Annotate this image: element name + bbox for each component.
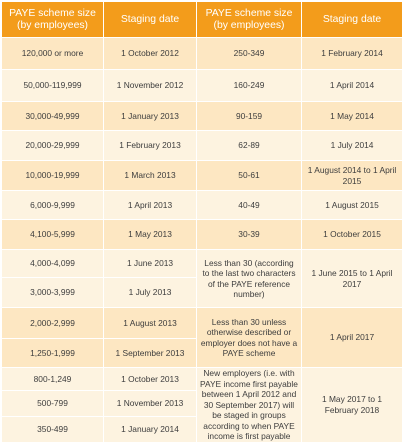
scheme-size-cell: 20,000-29,999 <box>2 131 104 161</box>
scheme-size-cell: 3,000-3,999 <box>2 278 104 308</box>
scheme-size-cell: 120,000 or more <box>2 38 104 70</box>
table-row <box>2 308 403 339</box>
table-row <box>2 70 403 102</box>
scheme-size-cell: 30,000-49,999 <box>2 102 104 131</box>
table-row <box>2 161 403 191</box>
scheme-size-cell: 40-49 <box>197 191 302 220</box>
scheme-size-cell: 350-499 <box>2 416 104 442</box>
scheme-size-merged-cell <box>197 250 302 308</box>
staging-date-cell: 1 May 2013 <box>104 220 197 250</box>
header-row <box>2 2 403 38</box>
scheme-size-cell: 6,000-9,999 <box>2 191 104 220</box>
staging-date-cell: 1 January 2013 <box>104 102 197 131</box>
staging-date-cell: 1 August 2014 to 1 April 2015 <box>302 161 403 191</box>
scheme-size-cell: 160-249 <box>197 70 302 102</box>
staging-date-cell: 1 November 2013 <box>104 391 197 417</box>
header-scheme-size-a: PAYE scheme size (by employees) <box>2 2 104 38</box>
scheme-size-cell: 4,000-4,099 <box>2 250 104 278</box>
table-row <box>2 131 403 161</box>
new-employers-date-text: 1 May 2017 to 1 February 2018 <box>321 394 383 415</box>
less-than-30-size-text: Less than 30 (according to the last two characters of the PAYE reference number) <box>202 257 296 299</box>
staging-date-merged-cell <box>302 308 403 368</box>
scheme-size-cell: 250-349 <box>197 38 302 70</box>
staging-date-cell: 1 August 2013 <box>104 308 197 339</box>
staging-date-cell: 1 February 2013 <box>104 131 197 161</box>
staging-date-cell: 1 June 2013 <box>104 250 197 278</box>
staging-date-cell: 1 August 2015 <box>302 191 403 220</box>
staging-date-merged-cell <box>302 250 403 308</box>
staging-date-cell: 1 April 2013 <box>104 191 197 220</box>
staging-date-cell: 1 January 2014 <box>104 416 197 442</box>
table-row <box>2 191 403 220</box>
scheme-size-cell: 4,100-5,999 <box>2 220 104 250</box>
staging-date-cell: 1 October 2012 <box>104 38 197 70</box>
staging-date-cell: 1 October 2015 <box>302 220 403 250</box>
no-paye-date-text: 1 April 2017 <box>329 332 375 343</box>
staging-date-cell: 1 May 2014 <box>302 102 403 131</box>
staging-date-table <box>1 1 403 443</box>
header-staging-date-a: Staging date <box>104 2 197 38</box>
staging-date-cell: 1 February 2014 <box>302 38 403 70</box>
scheme-size-cell: 50-61 <box>197 161 302 191</box>
staging-date-cell: 1 July 2014 <box>302 131 403 161</box>
scheme-size-cell: 62-89 <box>197 131 302 161</box>
header-staging-date-b: Staging date <box>302 2 403 38</box>
staging-date-cell: 1 July 2013 <box>104 278 197 308</box>
scheme-size-cell: 90-159 <box>197 102 302 131</box>
scheme-size-cell: 500-799 <box>2 391 104 417</box>
table-row <box>2 250 403 278</box>
header-scheme-size-b: PAYE scheme size (by employees) <box>197 2 302 38</box>
less-than-30-date-text: 1 June 2015 to 1 April 2017 <box>311 268 393 289</box>
staging-date-cell: 1 March 2013 <box>104 161 197 191</box>
scheme-size-cell: 10,000-19,999 <box>2 161 104 191</box>
scheme-size-cell: 2,000-2,999 <box>2 308 104 339</box>
scheme-size-cell: 1,250-1,999 <box>2 339 104 368</box>
no-paye-size-text: Less than 30 unless otherwise described or employer does not have a PAYE scheme <box>200 316 298 358</box>
scheme-size-merged-cell <box>197 308 302 368</box>
staging-date-cell: 1 October 2013 <box>104 368 197 391</box>
scheme-size-cell: 800-1,249 <box>2 368 104 391</box>
staging-date-cell: 1 April 2014 <box>302 70 403 102</box>
table-row <box>2 102 403 131</box>
scheme-size-cell: 30-39 <box>197 220 302 250</box>
staging-date-cell: 1 November 2012 <box>104 70 197 102</box>
new-employers-size-text: New employers (i.e. with PAYE income first payable between 1 April 2012 and 30 September 2017) will be staged in groups according to when PAYE income is first payable <box>200 368 298 441</box>
scheme-size-cell: 50,000-119,999 <box>2 70 104 102</box>
table-row <box>2 368 403 391</box>
table-row <box>2 220 403 250</box>
staging-date-cell: 1 September 2013 <box>104 339 197 368</box>
table-row <box>2 38 403 70</box>
